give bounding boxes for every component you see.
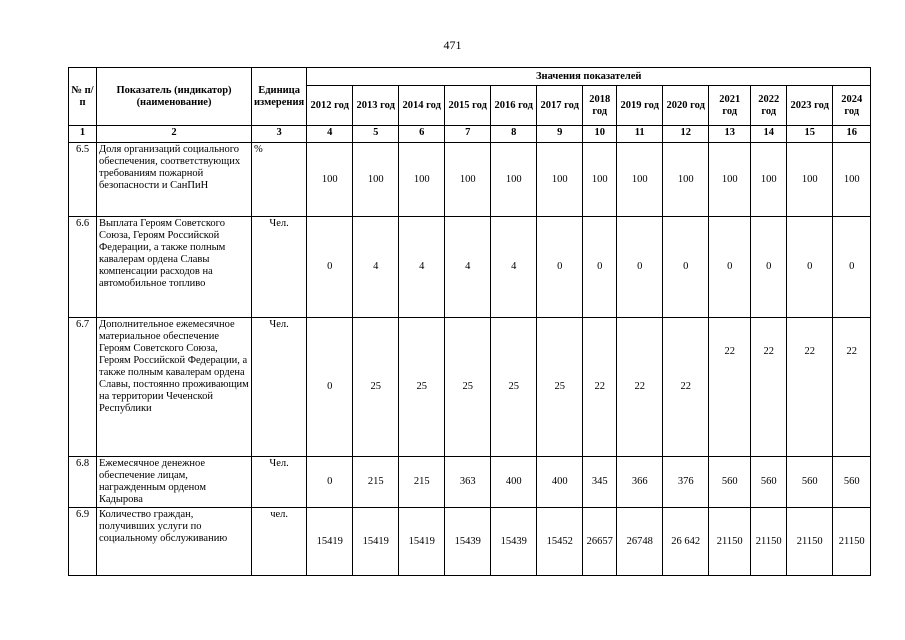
value-cell: 22: [833, 318, 871, 457]
table-row: [69, 318, 871, 457]
header-year: 2013 год: [353, 86, 399, 126]
value-cell: 100: [617, 143, 663, 217]
value-cell: 15439: [491, 508, 537, 576]
header-year: 2021 год: [709, 86, 751, 126]
header-year: 2018 год: [583, 86, 617, 126]
column-number: 10: [583, 126, 617, 143]
value-cell: 22: [709, 318, 751, 457]
column-number: 2: [97, 126, 252, 143]
value-cell: 15419: [307, 508, 353, 576]
value-cell: 560: [787, 457, 833, 508]
value-cell: 363: [445, 457, 491, 508]
indicator-name: Доля организаций социального обеспечения, соответствующих требованиям пожарной безопасности и СанПиН: [97, 143, 252, 217]
value-cell: 0: [833, 217, 871, 318]
value-cell: 0: [617, 217, 663, 318]
indicator-name: Дополнительное ежемесячное материальное обеспечение Героям Советского Союза, Героям Российской Федерации, а также полным кавалерам ордена Славы, постоянно проживающим на территории Чеченской Республики: [97, 318, 252, 457]
row-number: 6.9: [69, 508, 97, 576]
page-number: 471: [443, 38, 462, 52]
column-number: 11: [617, 126, 663, 143]
column-number: 1: [69, 126, 97, 143]
value-cell: 0: [583, 217, 617, 318]
value-cell: 26657: [583, 508, 617, 576]
value-cell: 0: [537, 217, 583, 318]
value-cell: 345: [583, 457, 617, 508]
header-indicator: Показатель (индикатор) (наименование): [97, 68, 252, 126]
column-number: 16: [833, 126, 871, 143]
value-cell: 26748: [617, 508, 663, 576]
unit-cell: Чел.: [252, 457, 307, 508]
indicator-name: Количество граждан, получивших услуги по социальному обслуживанию: [97, 508, 252, 576]
value-cell: 215: [353, 457, 399, 508]
value-cell: 0: [663, 217, 709, 318]
value-cell: 21150: [833, 508, 871, 576]
value-cell: 4: [445, 217, 491, 318]
column-number: 4: [307, 126, 353, 143]
header-year: 2020 год: [663, 86, 709, 126]
value-cell: 15452: [537, 508, 583, 576]
header-year: 2015 год: [445, 86, 491, 126]
column-number: 13: [709, 126, 751, 143]
value-cell: 22: [787, 318, 833, 457]
value-cell: 0: [787, 217, 833, 318]
column-number: 12: [663, 126, 709, 143]
header-year: 2024 год: [833, 86, 871, 126]
value-cell: 100: [307, 143, 353, 217]
value-cell: 400: [491, 457, 537, 508]
value-cell: 21150: [709, 508, 751, 576]
value-cell: 22: [583, 318, 617, 457]
row-number: 6.7: [69, 318, 97, 457]
value-cell: 100: [445, 143, 491, 217]
value-cell: 0: [307, 457, 353, 508]
row-number: 6.5: [69, 143, 97, 217]
value-cell: 560: [709, 457, 751, 508]
row-number: 6.8: [69, 457, 97, 508]
value-cell: 100: [399, 143, 445, 217]
value-cell: 100: [709, 143, 751, 217]
value-cell: 25: [491, 318, 537, 457]
value-cell: 400: [537, 457, 583, 508]
value-cell: 4: [353, 217, 399, 318]
value-cell: 376: [663, 457, 709, 508]
value-cell: 25: [445, 318, 491, 457]
value-cell: 4: [491, 217, 537, 318]
column-number: 15: [787, 126, 833, 143]
header-unit: Единица измерения: [252, 68, 307, 126]
value-cell: 560: [751, 457, 787, 508]
header-year: 2023 год: [787, 86, 833, 126]
column-number: 14: [751, 126, 787, 143]
table-row: [69, 143, 871, 217]
value-cell: 100: [787, 143, 833, 217]
table-row: [69, 508, 871, 576]
value-cell: 0: [751, 217, 787, 318]
value-cell: 15419: [353, 508, 399, 576]
value-cell: 100: [583, 143, 617, 217]
header-year: 2016 год: [491, 86, 537, 126]
value-cell: 22: [751, 318, 787, 457]
table-row: [69, 217, 871, 318]
value-cell: 25: [537, 318, 583, 457]
column-number: 8: [491, 126, 537, 143]
value-cell: 366: [617, 457, 663, 508]
value-cell: 100: [537, 143, 583, 217]
value-cell: 0: [307, 217, 353, 318]
value-cell: 22: [617, 318, 663, 457]
header-num: № п/п: [69, 68, 97, 126]
column-number: 3: [252, 126, 307, 143]
header-year: 2014 год: [399, 86, 445, 126]
value-cell: 560: [833, 457, 871, 508]
table-row: [69, 457, 871, 508]
value-cell: 100: [751, 143, 787, 217]
value-cell: 100: [491, 143, 537, 217]
header-values-group: Значения показателей: [307, 68, 871, 86]
value-cell: 25: [353, 318, 399, 457]
value-cell: 26 642: [663, 508, 709, 576]
header-year: 2012 год: [307, 86, 353, 126]
unit-cell: %: [252, 143, 307, 217]
column-number: 7: [445, 126, 491, 143]
header-year: 2022 год: [751, 86, 787, 126]
column-number: 6: [399, 126, 445, 143]
indicators-table: [68, 67, 871, 576]
value-cell: 100: [833, 143, 871, 217]
unit-cell: Чел.: [252, 217, 307, 318]
header-year: 2019 год: [617, 86, 663, 126]
value-cell: 15419: [399, 508, 445, 576]
column-number: 9: [537, 126, 583, 143]
unit-cell: чел.: [252, 508, 307, 576]
header-year: 2017 год: [537, 86, 583, 126]
value-cell: 100: [663, 143, 709, 217]
indicator-name: Выплата Героям Советского Союза, Героям Российской Федерации, а также полным кавалерам ордена Славы компенсации расходов на автомобильное топливо: [97, 217, 252, 318]
value-cell: 0: [709, 217, 751, 318]
value-cell: 215: [399, 457, 445, 508]
value-cell: 22: [663, 318, 709, 457]
unit-cell: Чел.: [252, 318, 307, 457]
value-cell: 21150: [751, 508, 787, 576]
value-cell: 4: [399, 217, 445, 318]
value-cell: 100: [353, 143, 399, 217]
value-cell: 15439: [445, 508, 491, 576]
value-cell: 21150: [787, 508, 833, 576]
value-cell: 0: [307, 318, 353, 457]
row-number: 6.6: [69, 217, 97, 318]
indicator-name: Ежемесячное денежное обеспечение лицам, награжденным орденом Кадырова: [97, 457, 252, 508]
column-number: 5: [353, 126, 399, 143]
value-cell: 25: [399, 318, 445, 457]
